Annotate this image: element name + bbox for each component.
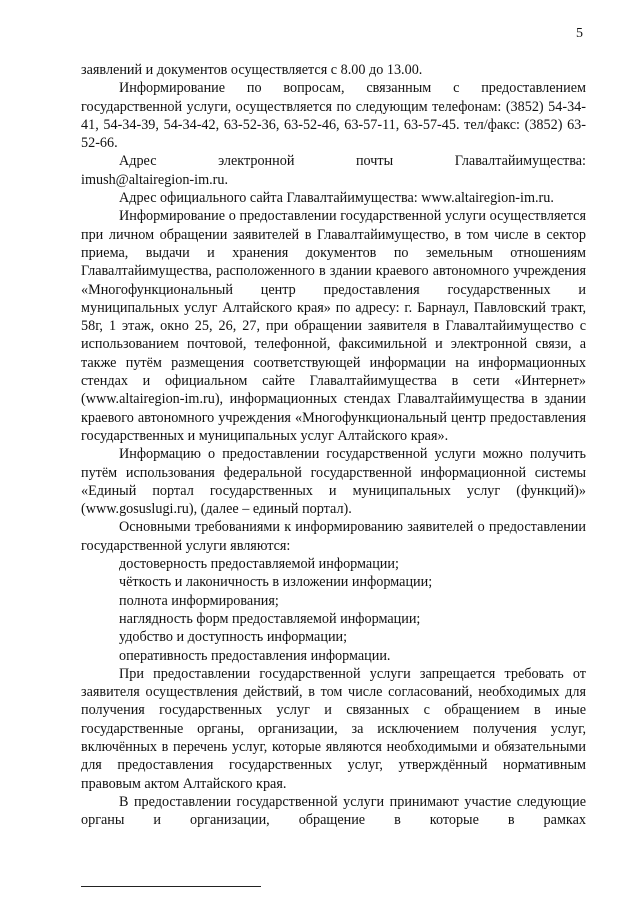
paragraph: При предоставлении государственной услуги запрещается требовать от заявителя осуществления действий, в том числе согласований, необходимых для получения государственных услуг и связанных с обращением в иные государственные органы, организации, за исключением получения услуг, включённых в перечень услуг, которые являются необходимыми и обязательными для предоставления государственных услуг, утверждённый нормативным правовым актом Алтайского края. <box>81 665 586 792</box>
paragraph: Адрес официального сайта Главалтайимущества: www.altairegion-im.ru. <box>119 190 554 207</box>
list-item: оперативность предоставления информации. <box>119 647 391 664</box>
list-item: полнота информирования; <box>119 592 279 609</box>
paragraph: Информирование о предоставлении государственной услуги осуществляется при личном обращении заявителей в Главалтайимущество, в том числе в сектор приема, выдачи и хранения документов по земельным отношениям Главалтайимущества, расположенного в здании краевого автономного учреждения «Многофункциональный центр предоставления государственных и муниципальных услуг Алтайского края» по адресу: г. Барнаул, Павловский тракт, 58г, 1 этаж, окно 25, 26, 27, при обращении заявителя в Главалтайимущество с использованием почтовой, телефонной, факсимильной и электронной связи, а также путём размещения соответствующей информации на информационных стендах и официальном сайте Главалтайимущества в сети «Интернет» (www.altairegion-im.ru), информационных стендах Главалтайимущества в здании краевого автономного учреждения «Многофункциональный центр предоставления государственных и муниципальных услуг Алтайского края». <box>81 208 586 444</box>
paragraph: заявлений и документов осуществляется с 8.00 до 13.00. <box>81 62 423 78</box>
paragraph: Информацию о предоставлении государственной услуги можно получить путём использования федеральной государственной информационной системы «Единый портал государственных и муниципальных услуг (функций)» (www.gosuslugi.ru), (далее – единый портал). <box>81 446 586 518</box>
list-item: удобство и доступность информации; <box>119 629 348 646</box>
list-item: наглядность форм предоставляемой информации; <box>119 610 421 627</box>
paragraph: Основными требованиями к информированию заявителей о предоставлении государственной услуги являются: <box>81 519 586 554</box>
footnote-separator <box>81 886 261 887</box>
list-item: чёткость и лаконичность в изложении информации; <box>119 574 433 591</box>
list-item: достоверность предоставляемой информации; <box>119 556 399 573</box>
paragraph: Информирование по вопросам, связанным с предоставлением государственной услуги, осуществляется по следующим телефонам: (3852) 54-34-41, 54-34-39, 54-34-42, 63-52-36, 63-52-46, 63-57-11, 63-57-45. тел/факс: (3852) 63-52-66. <box>81 80 586 152</box>
document-body <box>81 61 586 829</box>
page-number: 5 <box>576 26 583 41</box>
paragraph: В предоставлении государственной услуги принимают участие следующие органы и организации, обращение в которые в рамках <box>81 793 586 829</box>
paragraph: Адрес электронной почты Главалтайимущества: <box>119 153 586 170</box>
paragraph: imush@altairegion-im.ru. <box>81 171 229 188</box>
